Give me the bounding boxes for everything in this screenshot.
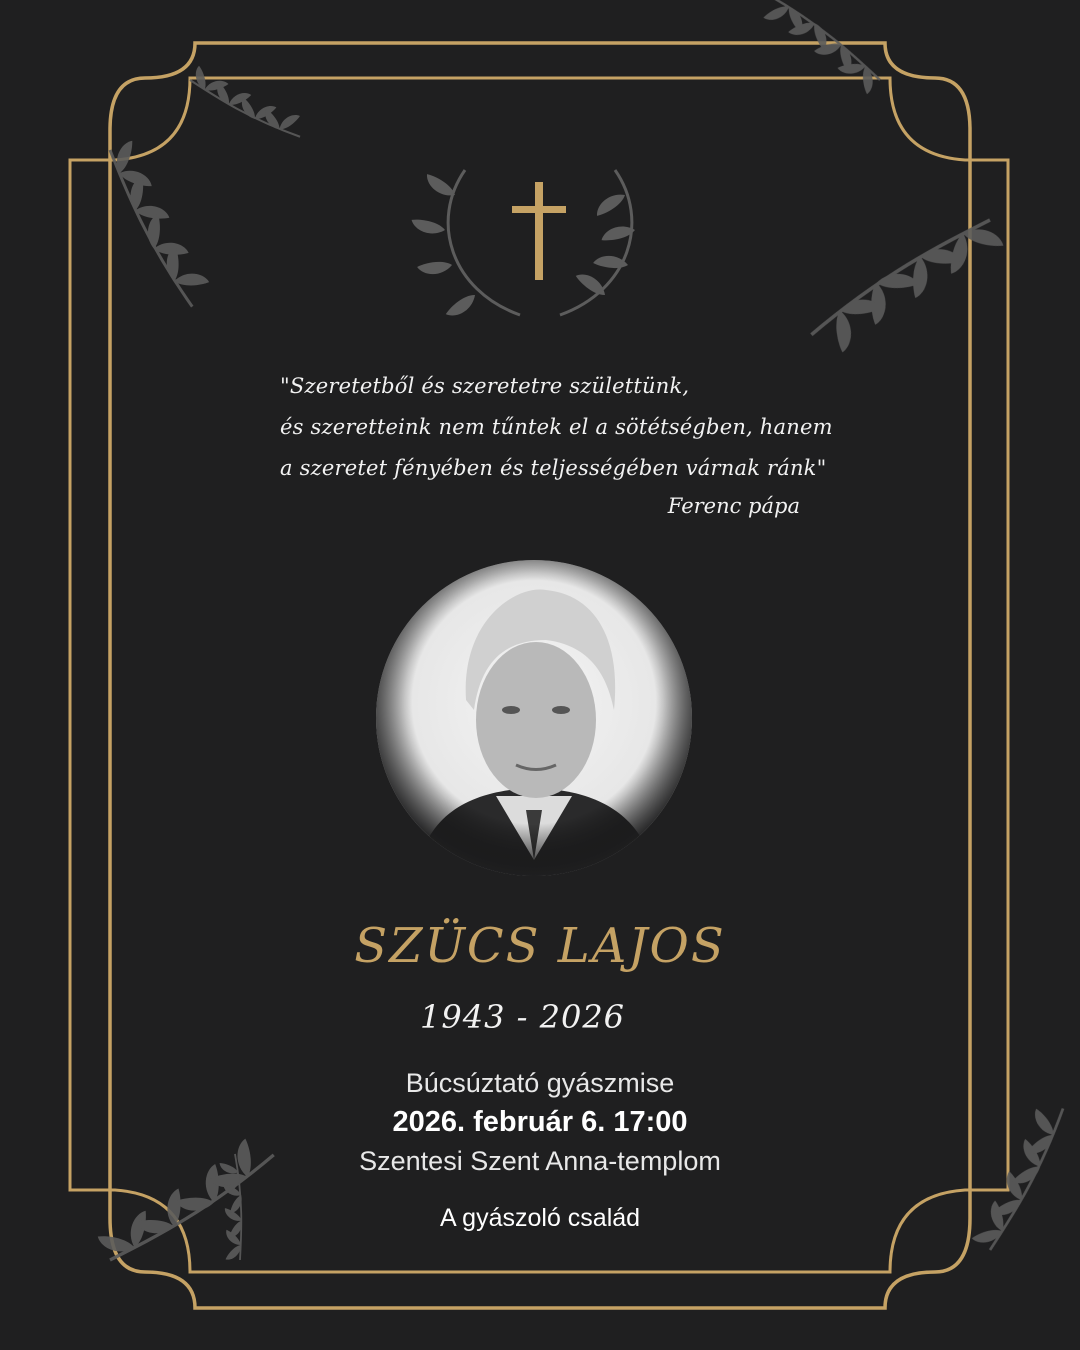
quote-line: és szeretteink nem tűntek el a sötétségben, hanem <box>280 415 833 439</box>
ceremony-datetime: 2026. február 6. 17:00 <box>392 1106 688 1138</box>
quote-line: "Szeretetből és szeretetre születtünk, <box>280 374 690 398</box>
quote-line: a szeretet fényében és teljességében várnak ránk" <box>280 456 827 480</box>
ceremony-title: Búcsúztató gyászmise <box>405 1068 675 1098</box>
portrait-photo <box>376 560 692 876</box>
ceremony-location: Szentesi Szent Anna-templom <box>359 1146 721 1176</box>
quote-text <box>280 366 840 489</box>
cross-icon <box>512 182 566 280</box>
quote-author: Ferenc pápa <box>667 494 800 518</box>
deceased-name: SZÜCS LAJOS <box>354 918 726 974</box>
laurel-wreath-icon <box>409 168 635 318</box>
portrait-silhouette <box>376 560 692 876</box>
family-signature: A gyászoló család <box>439 1204 641 1232</box>
life-years: 1943 - 2026 <box>420 998 626 1036</box>
